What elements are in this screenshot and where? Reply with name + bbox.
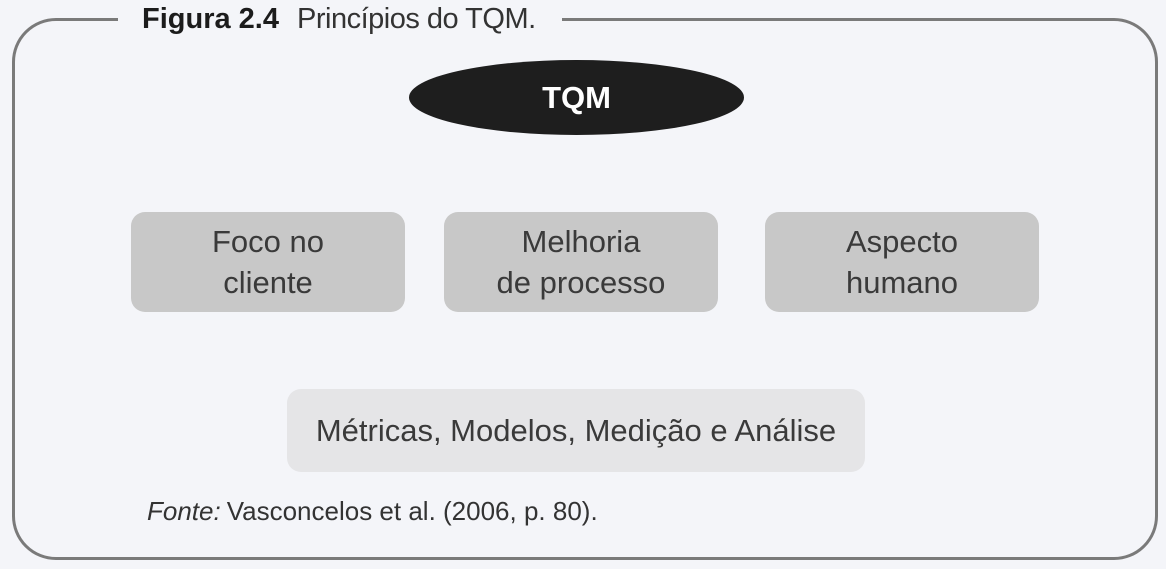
principle-label-line1: Foco no bbox=[211, 224, 324, 259]
principle-label-line1: Aspecto bbox=[845, 224, 958, 259]
principle-box-customer-focus bbox=[131, 212, 405, 312]
source-note bbox=[147, 496, 598, 527]
figure-title: Princípios do TQM. bbox=[297, 3, 536, 35]
source-text: Vasconcelos et al. (2006, p. 80). bbox=[226, 496, 598, 526]
principle-label-line2: de processo bbox=[496, 265, 666, 300]
source-label: Fonte: bbox=[147, 496, 221, 526]
principle-label-line2: humano bbox=[845, 265, 959, 300]
figure-number: Figura 2.4 bbox=[142, 3, 279, 35]
tqm-ellipse bbox=[409, 60, 744, 135]
metrics-label: Métricas, Modelos, Medição e Análise bbox=[315, 412, 837, 448]
principle-label-line2: cliente bbox=[223, 265, 313, 300]
metrics-box bbox=[287, 389, 865, 472]
figure-caption bbox=[118, 0, 562, 38]
principle-label-line1: Melhoria bbox=[521, 224, 641, 259]
principle-box-process-improvement bbox=[444, 212, 718, 312]
tqm-label: TQM bbox=[542, 79, 611, 115]
principle-box-human-aspect bbox=[765, 212, 1039, 312]
